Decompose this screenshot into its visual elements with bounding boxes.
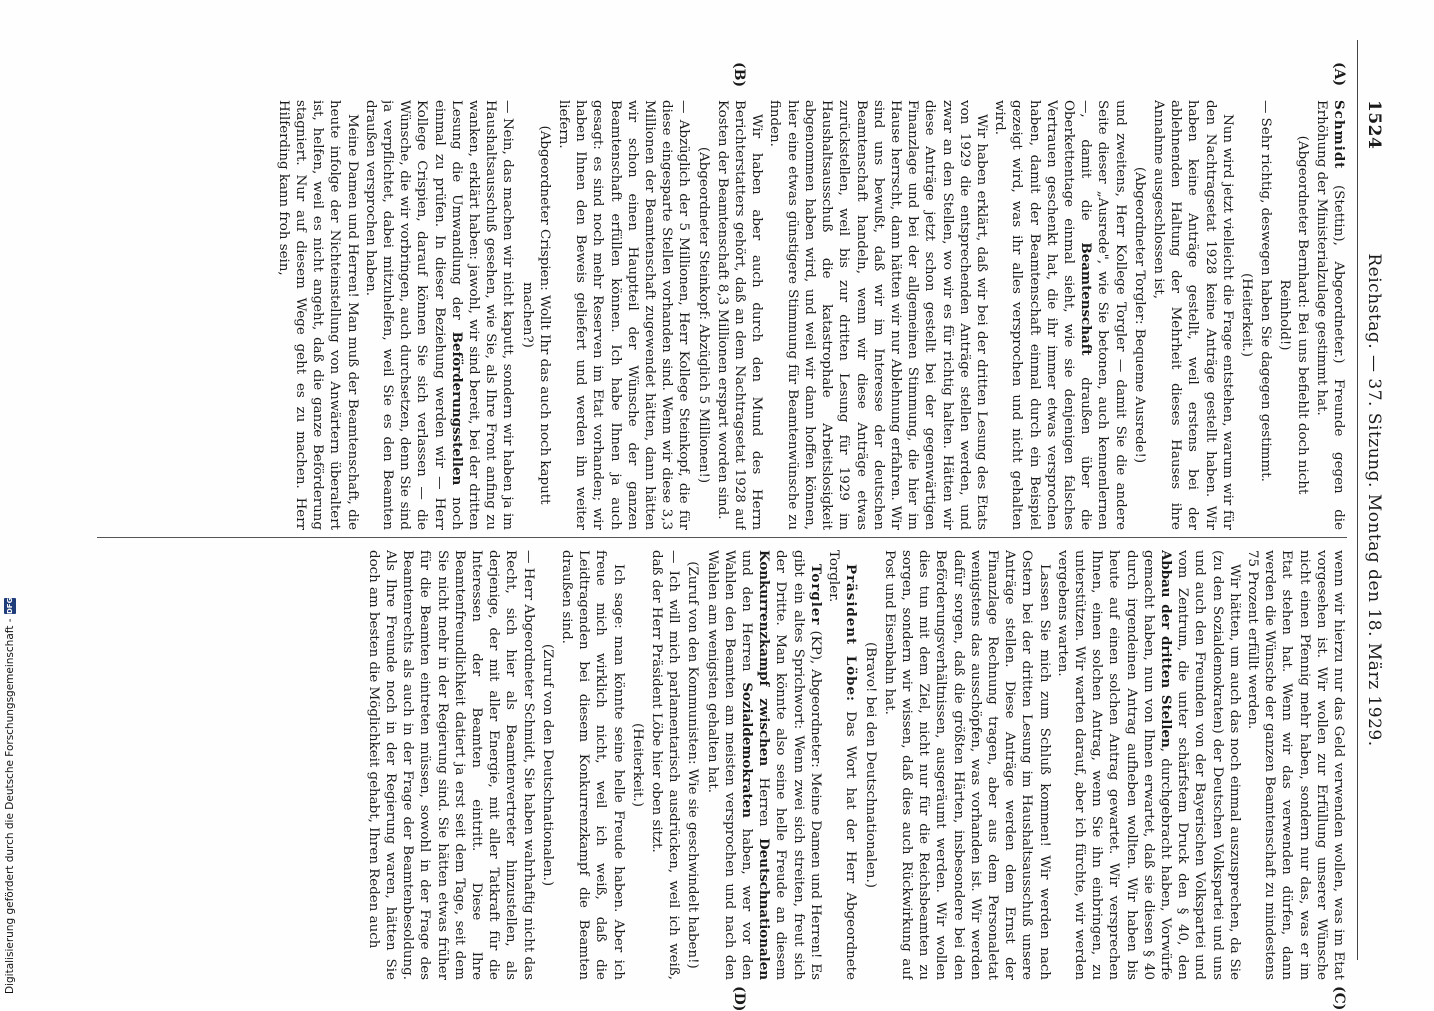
paragraph: — Sehr richtig, deswegen haben Sie dagegen gestimmt.: [1258, 100, 1274, 482]
speaker-name: Torgler: [807, 564, 824, 626]
paragraph: Präsident Löbe: Das Wort hat der Herr Abgeordnete Torgler.: [826, 550, 860, 980]
paragraph: — Nein, das machen wir nicht kaputt, sondern wir haben ja im Haushaltsausschuß gesehen, wie Sie, als Ihre Front anfing zu wanken, erklärt haben: jawohl, wir sind bereit, bei der dritten Lesung die Umwandlung der Beförderungsstellen noch einmal zu prüfen. In dieser Beziehung werden wir — Herr Kollege Crispien, darauf können Sie sich verlassen — die Wünsche, die wir vorbringen, auch durchsetzen, denn Sie sind ja verpflichtet, dabei mitzuhelfen, weil Sie es den Beamten draußen versprochen haben.: [362, 100, 516, 530]
interjection: (Abgeordneter Steinkopf: Abzüglich 5 Millionen!): [695, 146, 711, 484]
paragraph: — Abzüglich der 5 Millionen, Herr Kollege Steinkopf, die für diese eingesparte Stellen vorhanden sind. Wenn wir diese 3,3 Millionen der Beamtenschaft zugewendet hätten, dann hätten wir schon einen Hauptteil der Wünsche der ganzen Beamtenschaft erfüllen können. Ich habe Ihnen ja auch gesagt: es sind noch mehr Reserven im Etat vorhanden; wir haben Ihnen den Beweis geliefert und werden ihn weiter liefern.: [556, 100, 692, 530]
interjection: (Abgeordneter Bernhard: Bei uns befiehlt doch nicht Reinhold!): [1277, 135, 1310, 495]
speaker-name: Präsident Löbe:: [843, 564, 860, 702]
page-number: 1524: [1364, 100, 1384, 150]
paragraph: — Herr Abgeordneter Schmidt, Sie haben wahrhaftig nicht das Recht, sich hier als Beamtenvertreter hinzustellen, als derjenige, der mit aller Energie, mit aller Tatkraft für die Interessen der Beamten eintritt. Diese Ihre Beamtenfreundlichkeit datiert ja erst seit dem Tage, seit dem Sie nicht mehr in der Regierung sind. Sie hätten etwas früher für die Beamten eintreten müssen, sowohl in der Frage des Beamtenrechts als auch in der Frage der Beamtenbesoldung. Als Ihre Freunde noch in der Regierung waren, hätten Sie doch am besten die Möglichkeit gehabt, Ihren Reden auch: [365, 550, 536, 980]
interjection: (Zuruf von den Deutschnationalen.): [539, 643, 555, 887]
paragraph: Torgler (KP), Abgeordneter: Meine Damen und Herren! Es gibt ein altes Sprichwort: Wenn zwei sich streiten, freut sich der Dritte. Man könnte also seine helle Freude an diesem Konkurrenzkampf zwischen Herren Deutschnationalen und den Herren Sozialdemokraten haben, wer vor den Wahlen den Beamten am meisten versprochen und nach den Wahlen am wenigsten gehalten hat.: [704, 550, 824, 980]
margin-marker-a: (A): [1331, 62, 1347, 87]
interjection: (Bravo! bei den Deutschnationalen.): [862, 641, 878, 889]
paragraph: und zweitens, Herr Kollege Torgler — damit Sie die andere Seite dieser „Ausrede", wie Sie betonen, auch kennenlernen —, damit die Beamtenschaft draußen über die Oberkettentage einmal sieht, wie sie denjenigen falsches Vertrauen geschenkt hat, die ihr immer etwas versprochen haben, damit der Beamtenschaft einmal durch ein Beispiel gezeigt wird, was ihr alles versprochen und nicht gehalten wird.: [992, 100, 1128, 530]
speaker-name: Schmidt: [1331, 100, 1347, 170]
interjection: (Heiterkeit.): [1238, 273, 1254, 357]
margin-marker-c: (C): [1331, 986, 1347, 1011]
margin-marker-b: (B): [731, 62, 747, 88]
interjection: (Abgeordneter Crispien: Wollt Ihr das auch noch kaputt machen?): [519, 125, 552, 505]
interjection: (Abgeordneter Torgler: Bequeme Ausrede!): [1131, 166, 1147, 464]
paragraph: Wir hätten, um auch das noch einmal auszusprechen, da Sie (zu den Sozialdemokraten) der Deutschen Volkspartei und uns und auch den Freunden von der Bayerischen Volkspartei und vom Zentrum, die unter schärfstem Druck den § 40, den Abbau der dritten Stellen, durchgebracht haben, Vorwürfe gemacht haben, nun von Ihnen erwartet, daß sie diesen § 40 durch irgendeinen Antrag aufheben wollten. Wir haben bis heute auf einen solchen Antrag gewartet. Wir versprechen Ihnen, einen solchen Antrag, wenn Sie ihn einbringen, zu unterstützen. Wir warten darauf, aber ich fürchte, wir werden vergebens warten.: [1054, 550, 1242, 980]
page-title: Reichstag. — 37. Sitzung. Montag den 18. März 1929.: [1364, 253, 1384, 747]
text-columns: [87, 40, 1347, 1011]
paragraph: Lassen Sie mich zum Schluß kommen! Wir werden nach Ostern bei der dritten Lesung im Haushaltsausschuß unsere Anträge stellen. Diese Anträge werden dem Ernst der Finanzlage Rechnung tragen, aber aus dem Personaletat wenigstens das ausschöpfen, was vorhanden ist. Wir werden dafür sorgen, daß die größten Härten, insbesondere bei den Beförderungsverhältnissen, ausgeräumt werden. Wir wollen dies tun mit dem Ziel, nicht nur für die Reichsbeamten zu sorgen, sondern wir wissen, daß dies auch Rückwirkung auf Post und Eisenbahn hat.: [881, 550, 1052, 980]
credit-text: Digitalisierung gefördert durch die Deutsche Forschungsgemeinschaft -: [4, 618, 16, 994]
digitization-credit: [3, 598, 17, 994]
interjection: (Heiterkeit.): [629, 723, 645, 807]
margin-marker-d: (D): [731, 986, 747, 1011]
right-column: [97, 550, 1347, 980]
paragraph: Meine Damen und Herren! Man muß der Beamtenschaft, die heute infolge der Nichteinstellung von Anwärtern überaltert ist, helfen, weil es nicht angeht, daß die ganze Beförderung stagniert. Nur auf diesem Wege geht es zu machen. Herr Hilferding kann froh sein,: [275, 100, 360, 530]
column-divider: [97, 537, 1347, 538]
paragraph: — Ich will mich parlamentarisch ausdrücken, weil ich weiß, daß der Herr Präsident Löbe hier oben sitzt.: [649, 550, 682, 980]
paragraph: wenn wir hierzu nur das Geld verwenden wollen, was im Etat vorgesehen ist. Wir wollen zur Erfüllung unserer Wünsche nicht einen Pfennig mehr haben, sondern nur das, was er im Etat stehen hat. Wenn wir das verwenden dürfen, dann werden die Wünsche der ganzen Beamtenschaft zu mindestens 75 Prozent erfüllt werden.: [1244, 550, 1346, 980]
paragraph: Nun wird jetzt vielleicht die Frage entstehen, warum wir für den Nachtragsetat 1928 keine Anträge gestellt haben. Wir haben keine Anträge gestellt, weil erstens bei der ablehnenden Haltung der Mehrheit dieses Hauses ihre Annahme ausgeschlossen ist,: [1150, 100, 1235, 530]
paragraph: Wir haben erklärt, daß wir bei der dritten Lesung des Etats von 1929 die entsprechenden Anträge stellen werden, und zwar an den Stellen, wo wir es für richtig halten. Hätten wir diese Anträge jetzt schon gestellt bei der gegenwärtigen Finanzlage und bei der allgemeinen Stimmung, die hier im Hause herrscht, dann hätten wir nur Ablehnung erfahren. Wir sind uns bewußt, daß wir im Interesse der deutschen Beamtenschaft handeln, wenn wir diese Anträge etwas zurückstellen, weil bis zur dritten Lesung für 1929 im Haushaltsausschuß die katastrophale Arbeitslosigkeit abgenommen haben wird, und weil wir dann hoffen können, hier eine etwas günstigere Stimmung für Beamtenwünsche zu finden.: [767, 100, 989, 530]
left-column: [97, 100, 1347, 530]
running-head: [1357, 40, 1384, 960]
interjection: (Zuruf von den Kommunisten: Wie sie geschwindelt haben!): [685, 561, 701, 969]
paragraph: Wir haben aber auch durch den Mund des Herrn Berichterstatters gehört, daß an dem Nachtragsetat 1928 auf Kosten der Beamtenschaft 8,3 Millionen erspart worden sind.: [714, 100, 765, 530]
paragraph: Schmidt (Stettin), Abgeordneter.) Freunde gegen die Erhöhung der Ministerialzulage gestimmt hat.: [1313, 100, 1347, 530]
paragraph: Ich sage: man könnte seine helle Freude haben. Aber ich freue mich wirklich nicht, weil ich weiß, daß die Leidtragenden bei diesem Konkurrenzkampf die Beamten draußen sind.: [559, 550, 626, 980]
dfg-logo-icon: DFG: [6, 598, 14, 615]
